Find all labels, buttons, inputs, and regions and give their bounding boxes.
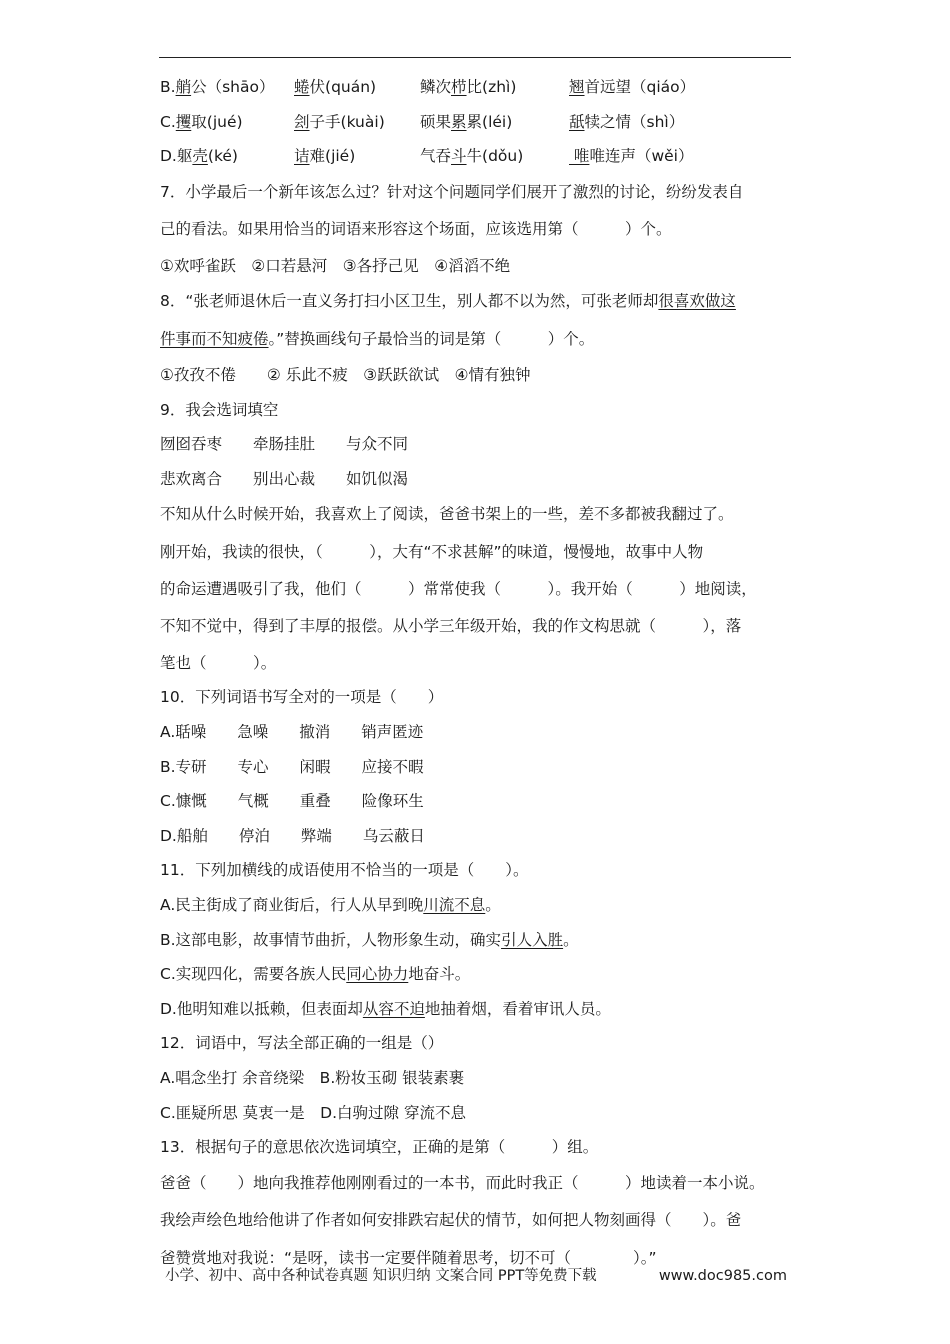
q7-options: ①欢呼雀跃 ②口若悬河 ③各抒己见 ④滔滔不绝 xyxy=(160,256,511,275)
q12-stem: 12．词语中，写法全部正确的一组是（） xyxy=(160,1034,444,1053)
q8-stem-line1: 8．“张老师退休后一直义务打扫小区卫生，别人都不以为然，可张老师却很喜欢做这 xyxy=(160,292,736,311)
q10-stem: 10．下列词语书写全对的一项是（ ） xyxy=(160,688,444,707)
q13-passage-line2: 我绘声绘色地给他讲了作者如何安排跌宕起伏的情节，如何把人物刻画得（ ）。爸 xyxy=(160,1211,742,1230)
q10-option-a: A.聒噪 急噪 撤消 销声匿迹 xyxy=(160,723,424,742)
q11-option-c: C.实现四化，需要各族人民同心协力地奋斗。 xyxy=(160,965,471,984)
q12-options-cd: C.匪疑所思 莫衷一是 D.白驹过隙 穿流不息 xyxy=(160,1103,466,1122)
q9-passage-line4: 不知不觉中，得到了丰厚的报偿。从小学三年级开始，我的作文构思就（ ），落 xyxy=(160,617,742,636)
q6-option-b: B.艄公（shāo） 蜷伏(quán) 鳞次栉比(zhì) 翘首远望（qiáo） xyxy=(160,78,696,96)
q7-stem-line1: 7．小学最后一个新年该怎么过？针对这个问题同学们展开了激烈的讨论，纷纷发表自 xyxy=(160,182,744,201)
q6-option-c: C.攫取(jué) 刽子手(kuài) 硕果累累(léi) 舐犊之情（shì） xyxy=(160,112,685,131)
q6-option-d: D.躯壳(ké) 诘难(jié) 气吞斗牛(dǒu) 唯唯连声（wěi） xyxy=(160,147,694,166)
q13-stem: 13．根据句子的意思依次选词填空，正确的是第（ ）组。 xyxy=(160,1138,599,1157)
q7-stem-line2: 己的看法。如果用恰当的词语来形容这个场面，应该选用第（ ）个。 xyxy=(160,220,672,239)
q9-word-bank-row2: 悲欢离合 别出心裁 如饥似渴 xyxy=(160,469,409,488)
q12-options-ab: A.唱念坐打 余音绕梁 B.粉妆玉砌 银装素裹 xyxy=(160,1069,465,1087)
q10-option-c: C.慷慨 气概 重叠 险像环生 xyxy=(160,792,424,811)
footer-site-link[interactable]: www.doc985.com xyxy=(658,1268,787,1284)
q9-stem: 9．我会选词填空 xyxy=(160,400,279,419)
page-footer xyxy=(165,1262,790,1290)
q11-stem: 11．下列加横线的成语使用不恰当的一项是（ ）。 xyxy=(160,861,529,880)
q9-word-bank-row1: 囫囵吞枣 牵肠挂肚 与众不同 xyxy=(160,435,409,454)
header-rule xyxy=(159,57,791,58)
q11-option-b: B.这部电影，故事情节曲折，人物形象生动，确实引人入胜。 xyxy=(160,930,579,949)
q13-passage-line1: 爸爸（ ）地向我推荐他刚刚看过的一本书，而此时我正（ ）地读着一本小说。 xyxy=(160,1173,765,1192)
q10-option-d: D.船舶 停泊 弊端 乌云蔽日 xyxy=(160,826,425,845)
q9-passage-line1: 不知从什么时候开始，我喜欢上了阅读，爸爸书架上的一些，差不多都被我翻过了。 xyxy=(160,505,734,524)
q11-option-d: D.他明知难以抵赖，但表面却从容不迫地抽着烟，看着审讯人员。 xyxy=(160,999,611,1018)
q10-option-b: B.专研 专心 闲暇 应接不暇 xyxy=(160,757,424,776)
q13-passage-line3: 爸赞赏地对我说：“是呀，读书一定要伴随着思考，切不可（ ）。” xyxy=(160,1248,657,1267)
q9-passage-line2: 刚开始，我读的很快，（ ），大有“不求甚解”的味道，慢慢地，故事中人物 xyxy=(160,542,704,561)
footer-text: 小学、初中、高中各种试卷真题 知识归纳 文案合同 PPT等免费下载 xyxy=(165,1268,597,1284)
q11-option-a: A.民主街成了商业街后，行人从早到晚川流不息。 xyxy=(160,896,501,915)
document-body xyxy=(160,70,792,1277)
q8-options: ①孜孜不倦 ② 乐此不疲 ③跃跃欲试 ④情有独钟 xyxy=(160,365,531,384)
q9-passage-line5: 笔也（ ）。 xyxy=(160,653,277,672)
q8-stem-line2: 件事而不知疲倦。”替换画线句子最恰当的词是第（ ）个。 xyxy=(160,329,595,348)
q9-passage-line3: 的命运遭遇吸引了我，他们（ ）常常使我（ ）。我开始（ ）地阅读， xyxy=(160,580,757,599)
